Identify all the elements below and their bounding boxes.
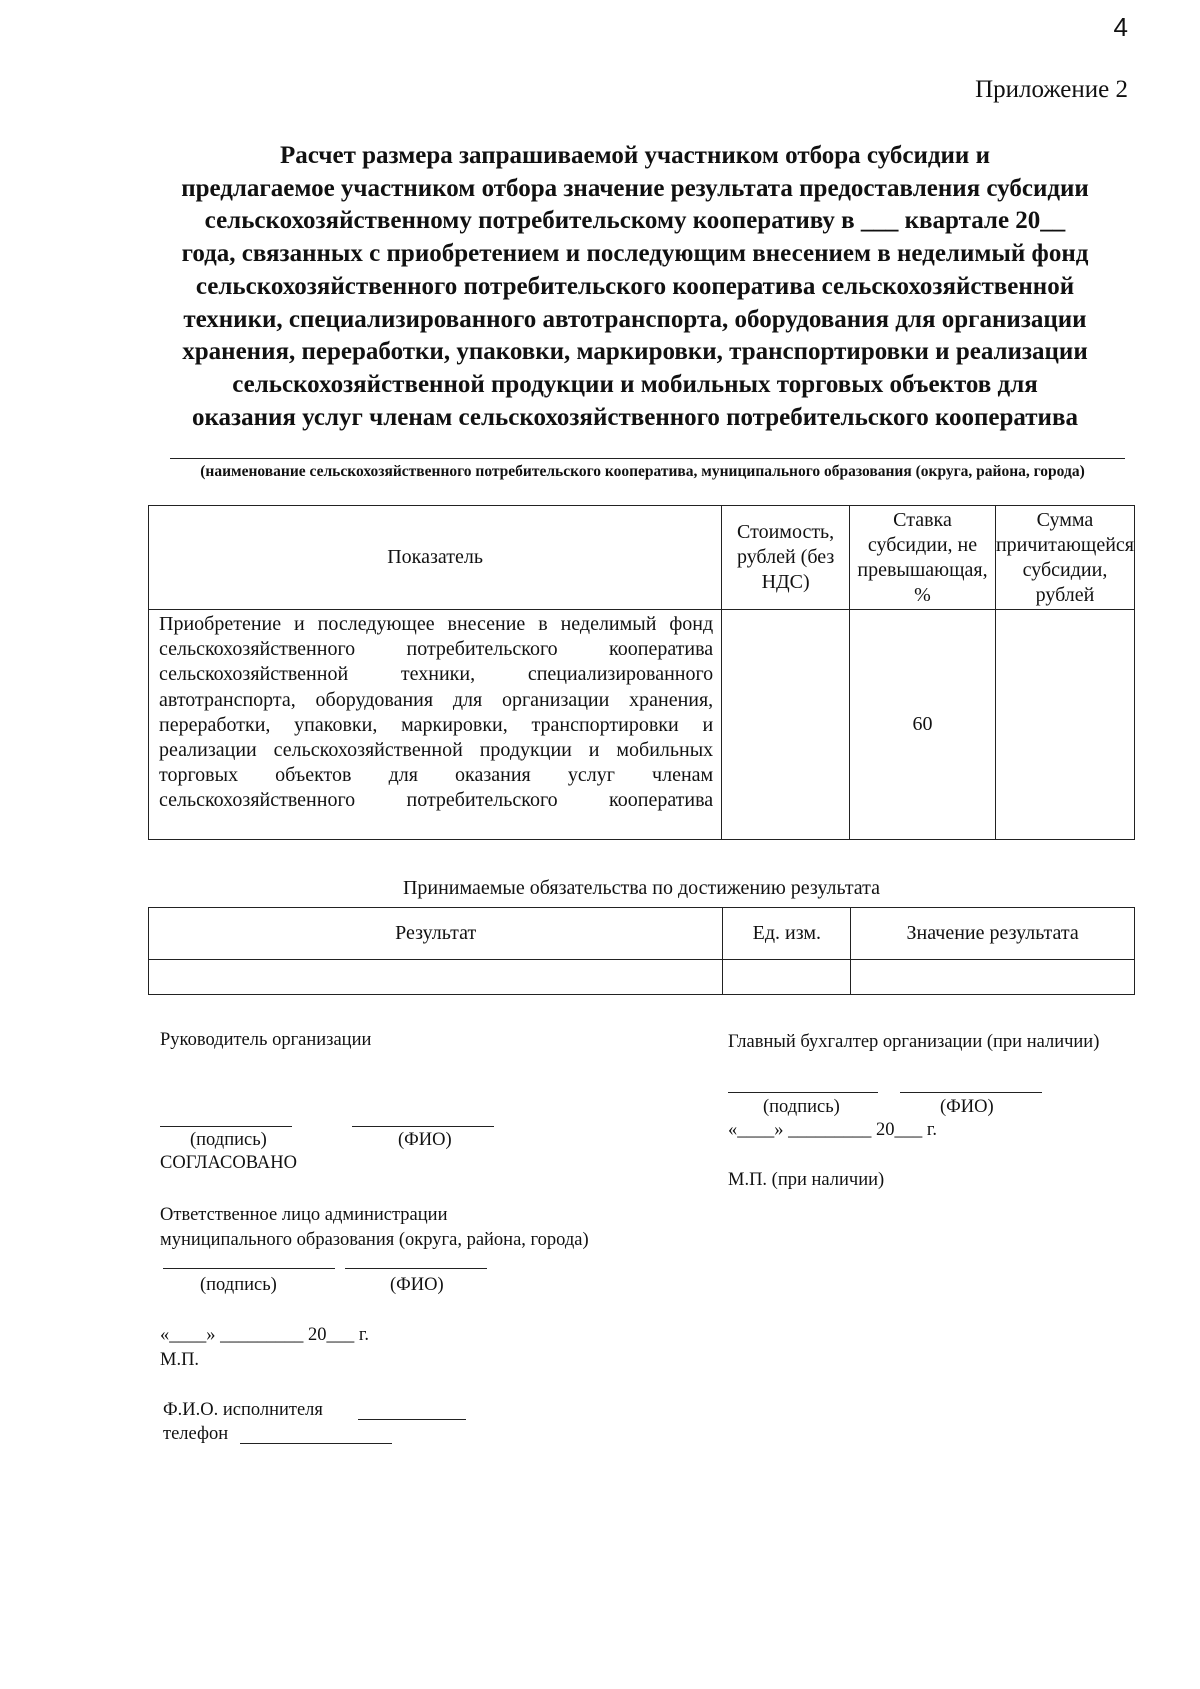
title-line: года, связанных с приобретением и последующим внесением в неделимый фонд [181,240,1089,268]
header-value: Значение результата [851,908,1135,960]
right-stamp-label: М.П. (при наличии) [728,1170,885,1190]
title-line: техники, специализированного автотранспорта, оборудования для организации [183,305,1087,333]
subsidy-calculation-table [148,505,1135,840]
appendix-label: Приложение 2 [975,76,1128,103]
org-name-caption: (наименование сельскохозяйственного потребительского кооператива, муниципального образования (округа, района, города) [200,463,1085,480]
title-line: предлагаемое участником отбора значение результата предоставления субсидии [181,174,1089,202]
accountant-signature-line[interactable] [728,1092,878,1093]
obligations-row [149,960,1135,995]
left-date-field[interactable]: «____» _________ 20___ г. [160,1325,370,1345]
title-line: сельскохозяйственного потребительского кооператива сельскохозяйственной [195,272,1075,300]
obligations-title: Принимаемые обязательства по достижению результата [402,877,881,899]
title-line: сельскохозяйственному потребительскому кооперативу в ___ квартале 20__ [204,207,1066,235]
header-indicator: Показатель [149,506,722,610]
header-rate: Ставка субсидии, не превышающая, % [850,506,996,610]
row-cost-cell[interactable] [722,610,850,840]
unit-cell[interactable] [723,960,851,995]
responsible-signature-line[interactable] [163,1268,335,1269]
responsible-signature-caption: (подпись) [200,1275,277,1295]
head-fio-caption: (ФИО) [398,1130,452,1150]
responsible-fio-line[interactable] [345,1268,487,1269]
title-line: хранения, переработки, упаковки, маркировки, транспортировки и реализации [182,338,1088,366]
header-result: Результат [149,908,723,960]
chief-accountant-label: Главный бухгалтер организации (при наличии) [728,1032,1100,1052]
header-sum: Сумма причитающейся субсидии, рублей [995,506,1134,610]
title-line: оказания услуг членам сельскохозяйственного потребительского кооператива [192,403,1078,431]
responsible-person-label: Ответственное лицо администрации [160,1205,448,1225]
accountant-signature-caption: (подпись) [763,1097,840,1117]
title-line: Расчет размера запрашиваемой участником отбора субсидии и [280,142,990,169]
executor-label: Ф.И.О. исполнителя [163,1400,323,1420]
accountant-fio-line[interactable] [900,1092,1042,1093]
municipality-label: муниципального образования (округа, района, города) [160,1230,589,1250]
document-title [140,140,1130,434]
org-name-blank-line [170,458,1125,459]
head-fio-line[interactable] [352,1126,494,1127]
phone-line[interactable] [240,1443,392,1444]
phone-label: телефон [163,1424,229,1444]
result-cell[interactable] [149,960,723,995]
obligations-table [148,907,1135,995]
head-signature-caption: (подпись) [190,1130,267,1150]
executor-line[interactable] [358,1419,466,1420]
header-unit: Ед. изм. [723,908,851,960]
header-cost: Стоимость, рублей (без НДС) [722,506,850,610]
row-sum-cell[interactable] [995,610,1134,840]
table-row [149,610,1135,840]
row-rate: 60 [850,610,996,840]
value-cell[interactable] [851,960,1135,995]
responsible-fio-caption: (ФИО) [390,1275,444,1295]
obligations-header-row [149,908,1135,960]
right-date-field[interactable]: «____» _________ 20___ г. [728,1120,938,1140]
row-indicator: Приобретение и последующее внесение в неделимый фонд сельскохозяйственного потребительского кооператива сельскохозяйственной техники, специализированного автотранспорта, оборудования для организации хранения, переработки, упаковки, маркировки, транспортировки и реализации сельскохозяйственной продукции и мобильных торговых объектов для оказания услуг членам сельскохозяйственного потребительского кооператива [149,610,722,840]
page-number: 4 [1113,12,1128,42]
left-stamp-label: М.П. [160,1350,200,1370]
table-header-row [149,506,1135,610]
accountant-fio-caption: (ФИО) [940,1097,994,1117]
title-line: сельскохозяйственной продукции и мобильных торговых объектов для [232,370,1038,398]
head-signature-line[interactable] [160,1126,292,1127]
head-of-organization-label: Руководитель организации [160,1030,372,1050]
agreed-label: СОГЛАСОВАНО [160,1153,297,1173]
